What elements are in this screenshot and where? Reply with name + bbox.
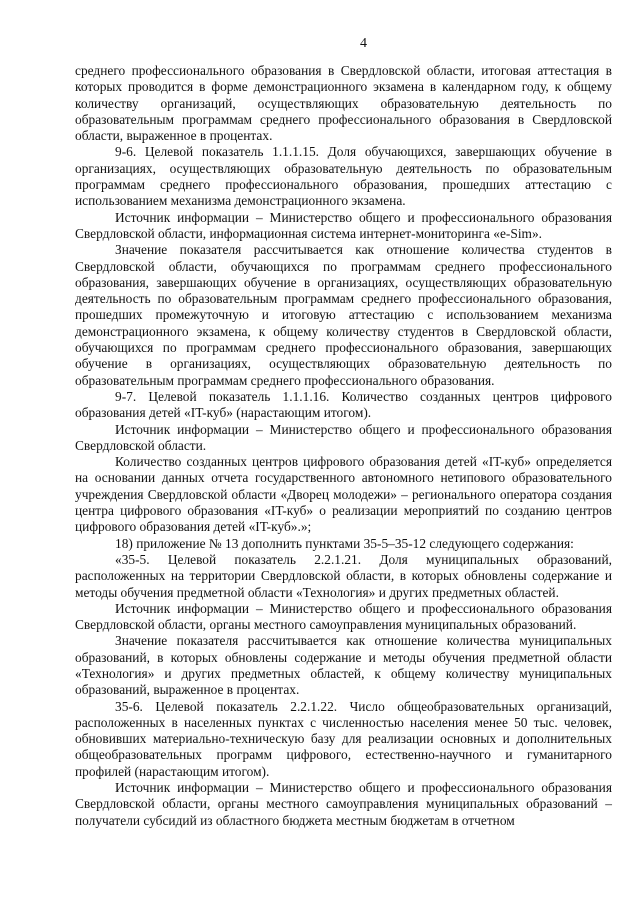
paragraph-source-info: Источник информации – Министерство общего и профессионального образования Свердловской области, органы местного самоуправления муниципальных образований. [75, 600, 612, 633]
paragraph-amendment-item-18: 18) приложение № 13 дополнить пунктами 35-5–35-12 следующего содержания: [115, 535, 574, 551]
paragraph-source-info: Источник информации – Министерство общего и профессионального образования Свердловской области. [75, 421, 612, 453]
paragraph-continuation: среднего профессионального образования в Свердловской области, итоговая аттестация в которых проводится в форме демонстрационного экзамена в календарном году, к общему количеству организаций, осуществляющих образовательную деятельность по образовательным программам среднего профессионального образования в Свердловской области, выраженное в процентах. [75, 63, 612, 144]
paragraph-source-info: Источник информации – Министерство общего и профессионального образования Свердловской области, органы местного самоуправления муниципальных образований – получатели субсидий из областного бюджета местным бюджетам в отчетном [75, 780, 612, 828]
paragraph-indicator-2-2-1-22: 35-6. Целевой показатель 2.2.1.22. Число общеобразовательных организаций, расположенных в населенных пунктах с численностью населения менее 50 тыс. человек, обновивших материально-техническую базу для реализации основных и дополнительных общеобразовательных программ цифрового, естественно-научного и гуманитарного профилей (нарастающим итогом). [75, 698, 612, 779]
page-number: 4 [360, 36, 367, 51]
paragraph-indicator-1-1-1-15: 9-6. Целевой показатель 1.1.1.15. Доля обучающихся, завершающих обучение в организациях, осуществляющих образовательную деятельность по образовательным программам среднего профессионального образования, прошедших аттестацию с использованием механизма демонстрационного экзамена. [75, 144, 612, 209]
paragraph-calculation: Значение показателя рассчитывается как отношение количества муниципальных образований, в которых обновлены содержание и методы обучения предметной области «Технология» и других предметных областей, к общему количеству муниципальных образований, выраженное в процентах. [75, 633, 612, 698]
paragraph-calculation: Количество созданных центров цифрового образования детей «IT-куб» определяется на основании данных отчета государственного автономного нетипового образовательного учреждения Свердловской области «Дворец молодежи» – регионального оператора создания центра цифрового образования «IT-куб» о реализации мероприятий по созданию центров цифрового образования детей «IT-куб».»; [75, 454, 612, 535]
paragraph-indicator-2-2-1-21: «35-5. Целевой показатель 2.2.1.21. Доля муниципальных образований, расположенных на территории Свердловской области, в которых обновлены содержание и методы обучения предметной области «Технология» и других предметных областей. [75, 551, 612, 600]
paragraph-source-info: Источник информации – Министерство общего и профессионального образования Свердловской области, информационная система интернет-мониторинга «e-Sim». [75, 209, 612, 241]
paragraph-indicator-1-1-1-16: 9-7. Целевой показатель 1.1.1.16. Количество созданных центров цифрового образования детей «IT-куб» (нарастающим итогом). [75, 388, 612, 421]
paragraph-calculation: Значение показателя рассчитывается как отношение количества студентов в Свердловской области, обучающихся по программам среднего профессионального образования, завершающих обучение в организациях, осуществляющих образовательную деятельность по образовательным программам среднего профессионального образования, прошедших промежуточную и итоговую аттестацию с использованием механизма демонстрационного экзамена, к общему количеству студентов в Свердловской области, обучающихся по программам среднего профессионального образования, завершающих обучение в организациях, осуществляющих образовательную деятельность по образовательным программам среднего профессионального образования. [75, 242, 612, 388]
